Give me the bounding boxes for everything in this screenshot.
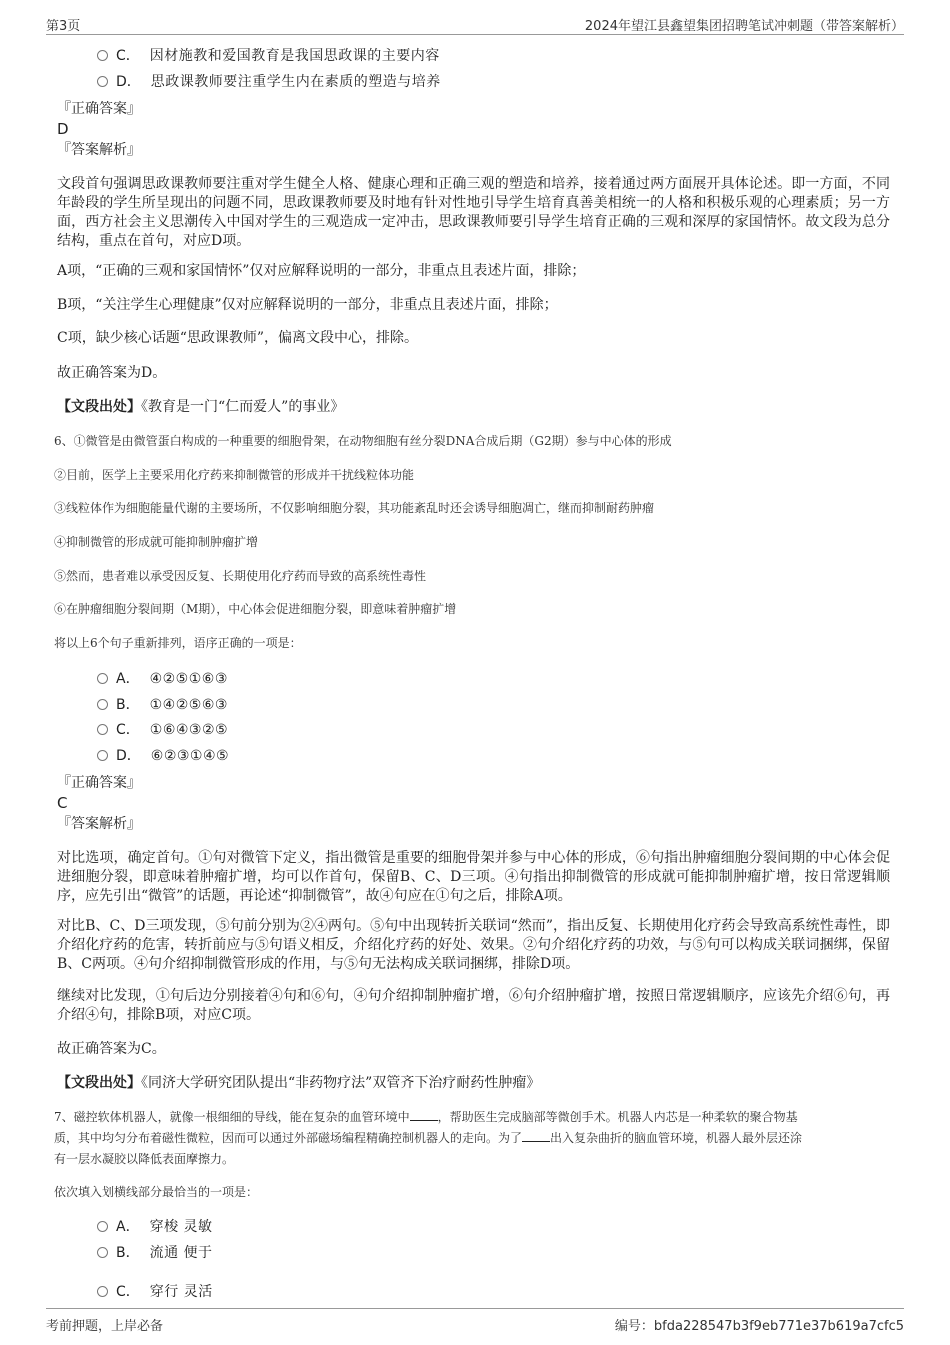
q5-analysis-paragraph: A项，“正确的三观和家国情怀”仅对应解释说明的一部分，非重点且表述片面，排除；: [57, 263, 586, 279]
q6-answer-label: 『正确答案』: [57, 775, 141, 791]
radio-icon[interactable]: [97, 50, 108, 61]
page-number: 第3页: [46, 19, 81, 34]
q7-stem-line: 质，其中均匀分布着磁性微粒，因而可以通过外部磁场编程精确控制机器人的走向。为了 出入复杂曲折的脑血管环境，机器人最外层还涂: [54, 1131, 803, 1145]
q5-source: 【文段出处】《教育是一门“仁而爱人”的事业》: [57, 399, 345, 415]
document-id: 编号：bfda228547b3f9eb771e37b619a7cfc5: [614, 1319, 904, 1334]
q5-analysis-paragraph: C项，缺少核心话题“思政课教师”，偏离文段中心，排除。: [57, 330, 419, 346]
q5-option-d[interactable]: D． 思政课教师要注重学生内在素质的塑造与培养: [97, 72, 441, 92]
q6-stem-line: 6、①微管是由微管蛋白构成的一种重要的细胞骨架，在动物细胞有丝分裂DNA合成后期（G2期）参与中心体的形成: [54, 434, 672, 448]
q7-prompt: 依次填入划横线部分最恰当的一项是：: [54, 1185, 259, 1199]
page-header: [46, 12, 904, 35]
radio-icon[interactable]: [97, 750, 108, 761]
q6-stem-line: ③线粒体作为细胞能量代谢的主要场所，不仅影响细胞分裂，其功能紊乱时还会诱导细胞凋亡，继而抑制耐药肿瘤: [54, 501, 655, 515]
q5-analysis-label: 『答案解析』: [57, 142, 141, 158]
radio-icon[interactable]: [97, 699, 108, 710]
q6-stem-line: ⑥在肿瘤细胞分裂间期（M期），中心体会促进细胞分裂，即意味着肿瘤扩增: [54, 602, 457, 616]
q5-answer: D: [57, 120, 69, 138]
q6-source: 【文段出处】《同济大学研究团队提出“非药物疗法”双管齐下治疗耐药性肿瘤》: [57, 1075, 541, 1091]
radio-icon[interactable]: [97, 1286, 108, 1297]
page-footer: [46, 1308, 904, 1337]
q6-stem-line: ⑤然而，患者难以承受因反复、长期使用化疗药而导致的高系统性毒性: [54, 569, 427, 583]
q7-option-a[interactable]: A． 穿梭 灵敏: [97, 1217, 213, 1237]
radio-icon[interactable]: [97, 76, 108, 87]
q7-stem-line: 有一层水凝胶以降低表面摩擦力。: [54, 1152, 235, 1166]
q6-analysis-paragraph: 故正确答案为C。: [57, 1041, 166, 1057]
q6-prompt: 将以上6个句子重新排列，语序正确的一项是：: [54, 636, 302, 650]
fill-blank-2[interactable]: [522, 1129, 550, 1142]
q6-answer: C: [57, 794, 68, 812]
q5-analysis-paragraph: 文段首句强调思政课教师要注重对学生健全人格、健康心理和正确三观的塑造和培养，接着通过两方面展开具体论述。即一方面，不同年龄段的学生所呈现出的问题不同，思政课教师要及时地有针对性地引导学生培育真善美相统一的人格和积极乐观的心理素质；另一方面，西方社会主义思潮传入中国对学生的三观造成一定冲击，思政课教师要引导学生培育正确的三观和深厚的家国情怀。故文段为总分结构，重点在首句，对应D项。: [57, 176, 890, 249]
radio-icon[interactable]: [97, 1221, 108, 1232]
q6-analysis-paragraph: 继续对比发现，①句后边分别接着④句和⑥句，④句介绍抑制肿瘤扩增，⑥句介绍肿瘤扩增，按照日常逻辑顺序，应该先介绍⑥句，再介绍④句，排除B项，对应C项。: [57, 988, 890, 1023]
q6-option-a[interactable]: A． ④②⑤①⑥③: [97, 669, 228, 689]
q6-stem-line: ④抑制微管的形成就可能抑制肿瘤扩增: [54, 535, 259, 549]
q6-analysis-paragraph: 对比选项，确定首句。①句对微管下定义，指出微管是重要的细胞骨架并参与中心体的形成，⑥句指出肿瘤细胞分裂间期的中心体会促进细胞分裂，即意味着肿瘤扩增，均可以作首句，保留B、C、D三项。④句指出抑制微管的形成就可能抑制肿瘤扩增，按日常逻辑顺序，应先引出“微管”的话题，再论述“抑制微管”，故④句应在①句之后，排除A项。: [57, 850, 890, 904]
q7-option-b[interactable]: B． 流通 便于: [97, 1243, 213, 1263]
radio-icon[interactable]: [97, 724, 108, 735]
q5-answer-label: 『正确答案』: [57, 101, 141, 117]
q7-option-c[interactable]: C． 穿行 灵活: [97, 1282, 213, 1302]
q7-stem-line: 7、磁控软体机器人，就像一根细细的导线，能在复杂的血管环境中 ，帮助医生完成脑部等微创手术。机器人内芯是一种柔软的聚合物基: [54, 1110, 798, 1124]
q5-analysis-paragraph: 故正确答案为D。: [57, 365, 167, 381]
radio-icon[interactable]: [97, 1247, 108, 1258]
q5-option-c[interactable]: C． 因材施教和爱国教育是我国思政课的主要内容: [97, 46, 440, 66]
q6-option-d[interactable]: D． ⑥②③①④⑤: [97, 746, 229, 766]
fill-blank-1[interactable]: [410, 1108, 438, 1121]
document-title: 2024年望江县鑫望集团招聘笔试冲刺题（带答案解析）: [584, 19, 904, 34]
q5-analysis-paragraph: B项，“关注学生心理健康”仅对应解释说明的一部分，非重点且表述片面，排除；: [57, 297, 558, 313]
q6-stem-line: ②目前，医学上主要采用化疗药来抑制微管的形成并干扰线粒体功能: [54, 468, 415, 482]
q6-analysis-label: 『答案解析』: [57, 816, 141, 832]
q6-option-b[interactable]: B． ①④②⑤⑥③: [97, 695, 228, 715]
q6-option-c[interactable]: C． ①⑥④③②⑤: [97, 720, 228, 740]
q6-analysis-paragraph: 对比B、C、D三项发现，⑤句前分别为②④两句。⑤句中出现转折关联词“然而”，指出反复、长期使用化疗药会导致高系统性毒性，即介绍化疗药的危害，转折前应与⑤句语义相反，介绍化疗药的好处、效果。②句介绍化疗药的功效，与⑤句可以构成关联词捆绑，保留B、C两项。④句介绍抑制微管形成的作用，与⑤句无法构成关联词捆绑，排除D项。: [57, 918, 890, 972]
radio-icon[interactable]: [97, 673, 108, 684]
footer-slogan: 考前押题，上岸必备: [46, 1319, 164, 1334]
